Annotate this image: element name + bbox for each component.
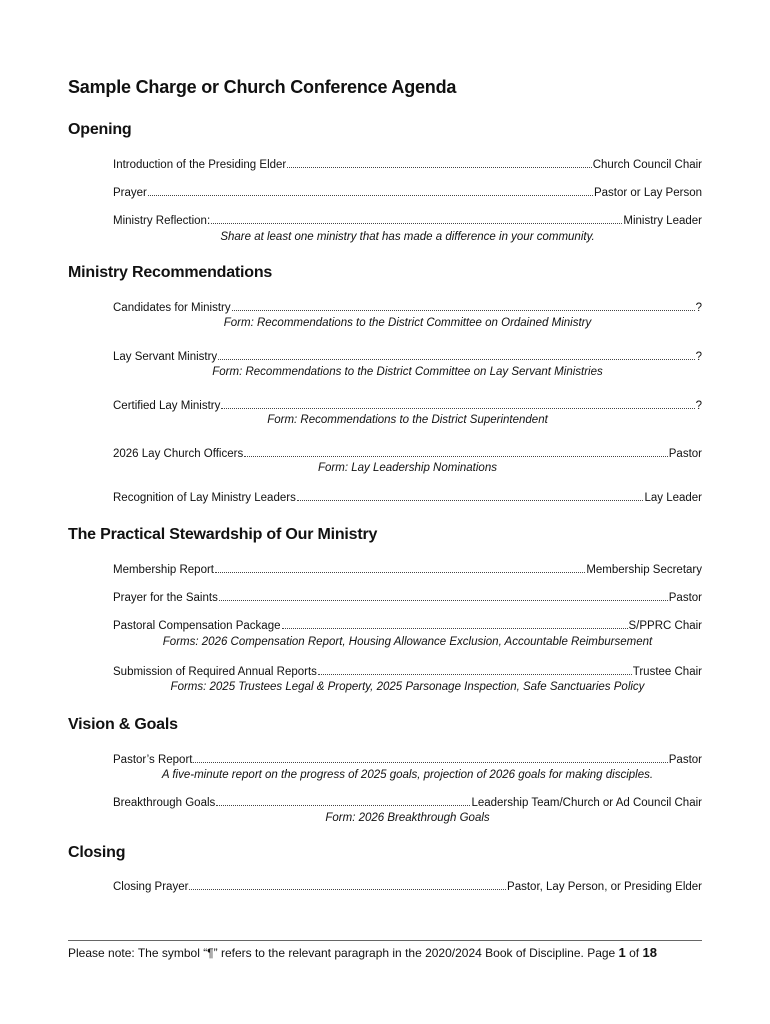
agenda-item-label: Ministry Reflection:	[113, 215, 211, 227]
agenda-item-note: Forms: 2026 Compensation Report, Housing Allowance Exclusion, Accountable Reimbursement	[162, 636, 653, 648]
agenda-item-role: Church Council Chair	[592, 159, 702, 171]
agenda-item-label: 2026 Lay Church Officers	[113, 448, 244, 460]
agenda-item-label: Submission of Required Annual Reports	[113, 666, 317, 678]
agenda-item-label: Candidates for Ministry	[113, 302, 231, 314]
agenda-item	[113, 156, 702, 173]
dot-leader	[287, 156, 591, 168]
agenda-item-label: Recognition of Lay Ministry Leaders	[113, 492, 296, 504]
agenda-item-note: Share at least one ministry that has made a difference in your community.	[220, 231, 595, 243]
section-heading-closing: Closing	[68, 844, 126, 861]
agenda-item	[113, 184, 702, 201]
agenda-item-role: ?	[695, 302, 702, 314]
page-total: 18	[642, 945, 657, 960]
dot-leader	[219, 589, 668, 601]
agenda-item-label: Breakthrough Goals	[113, 797, 216, 809]
dot-leader	[297, 489, 644, 501]
agenda-item	[113, 878, 702, 895]
agenda-item	[113, 397, 702, 414]
section-heading-ministry-recommendations: Ministry Recommendations	[68, 264, 273, 281]
page-title: Sample Charge or Church Conference Agenda	[68, 77, 457, 97]
agenda-item-role: S/PPRC Chair	[628, 620, 702, 632]
agenda-item	[113, 299, 702, 316]
dot-leader	[244, 445, 668, 457]
section-heading-practical-stewardship: The Practical Stewardship of Our Ministry	[68, 526, 378, 543]
agenda-item-label: Introduction of the Presiding Elder	[113, 159, 287, 171]
agenda-item-label: Lay Servant Ministry	[113, 351, 218, 363]
dot-leader	[318, 663, 632, 675]
agenda-item	[113, 751, 702, 768]
footer-divider	[68, 940, 702, 941]
dot-leader	[216, 794, 470, 806]
agenda-item	[113, 617, 702, 634]
agenda-item	[113, 794, 702, 811]
agenda-item	[113, 589, 702, 606]
agenda-item-role: Membership Secretary	[586, 564, 702, 576]
section-heading-vision-goals: Vision & Goals	[68, 716, 178, 733]
agenda-item-role: Ministry Leader	[623, 215, 702, 227]
agenda-item-role: Pastor	[668, 448, 702, 460]
dot-leader	[148, 184, 593, 196]
page-footer	[68, 945, 702, 961]
agenda-item-note: Form: Recommendations to the District Committee on Ordained Ministry	[223, 317, 592, 329]
agenda-item-role: Lay Leader	[644, 492, 702, 504]
agenda-item-label: Membership Report	[113, 564, 214, 576]
agenda-item-label: Pastor’s Report	[113, 754, 193, 766]
agenda-item	[113, 212, 702, 229]
dot-leader	[189, 878, 506, 890]
agenda-item-note: Form: 2026 Breakthrough Goals	[325, 812, 490, 824]
agenda-item-role: Pastor, Lay Person, or Presiding Elder	[507, 881, 702, 893]
agenda-item-label: Closing Prayer	[113, 881, 189, 893]
agenda-item	[113, 561, 702, 578]
agenda-item-note: A five-minute report on the progress of 2025 goals, projection of 2026 goals for making disciples.	[161, 769, 654, 781]
agenda-item-note: Forms: 2025 Trustees Legal & Property, 2025 Parsonage Inspection, Safe Sanctuaries Policy	[170, 681, 645, 693]
dot-leader	[232, 299, 695, 311]
agenda-item	[113, 663, 702, 680]
section-heading-opening: Opening	[68, 121, 132, 138]
agenda-item-label: Pastoral Compensation Package	[113, 620, 281, 632]
agenda-item-note: Form: Recommendations to the District Committee on Lay Servant Ministries	[212, 366, 603, 378]
agenda-item-role: Leadership Team/Church or Ad Council Chair	[471, 797, 702, 809]
agenda-item-note: Form: Recommendations to the District Superintendent	[267, 414, 548, 426]
agenda-item-role: Pastor or Lay Person	[593, 187, 702, 199]
footer-of: of	[625, 946, 643, 960]
agenda-item	[113, 445, 702, 462]
footer-note: Please note: The symbol “¶” refers to the relevant paragraph in the 2020/2024 Book of Discipline. Page	[68, 946, 619, 960]
agenda-item-role: Pastor	[668, 754, 702, 766]
dot-leader	[282, 617, 628, 629]
dot-leader	[221, 397, 694, 409]
dot-leader	[215, 561, 585, 573]
dot-leader	[193, 751, 667, 763]
agenda-item-note: Form: Lay Leadership Nominations	[318, 462, 497, 474]
agenda-item-role: ?	[695, 400, 702, 412]
page-number: 1	[618, 945, 626, 960]
agenda-item-role: ?	[695, 351, 702, 363]
agenda-item-label: Certified Lay Ministry	[113, 400, 221, 412]
dot-leader	[211, 212, 622, 224]
agenda-item	[113, 348, 702, 365]
agenda-item	[113, 489, 702, 506]
agenda-item-label: Prayer	[113, 187, 147, 199]
dot-leader	[218, 348, 694, 360]
agenda-item-label: Prayer for the Saints	[113, 592, 218, 604]
agenda-item-role: Trustee Chair	[632, 666, 702, 678]
agenda-item-role: Pastor	[668, 592, 702, 604]
